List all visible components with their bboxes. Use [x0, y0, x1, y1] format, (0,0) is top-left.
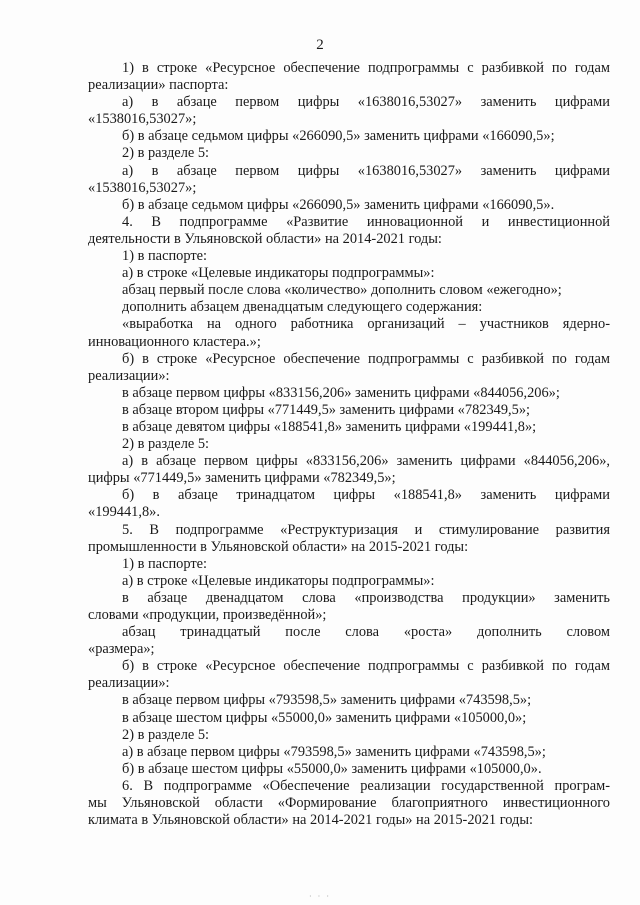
text-line-content: словами «продукции, произведённой»; — [88, 607, 327, 623]
text-line — [88, 334, 610, 351]
text-line — [88, 60, 610, 77]
text-line — [88, 778, 610, 795]
text-line — [88, 453, 610, 470]
text-line-content: а) в строке «Целевые индикаторы подпрограммы»: — [122, 572, 435, 589]
text-line — [88, 573, 610, 590]
text-line-content: 4. В подпрограмме «Развитие инновационной и инвестиционной — [122, 213, 610, 230]
text-line-content: 2) в разделе 5: — [122, 726, 210, 743]
text-line — [88, 316, 610, 333]
text-line-content: 5. В подпрограмме «Реструктуризация и стимулирование развития — [122, 521, 610, 538]
text-line-content: «1538016,53027»; — [88, 179, 197, 196]
text-line-content: абзац тринадцатый после слова «роста» дополнить словом — [122, 624, 610, 641]
text-line — [88, 556, 610, 573]
page-number: 2 — [316, 37, 324, 53]
text-line — [88, 607, 610, 624]
text-line-content: мы Ульяновской области «Формирование благоприятного инвестиционного — [88, 795, 610, 812]
text-line-content: климата в Ульяновской области» на 2014-2021 годы» на 2015-2021 годы: — [88, 812, 534, 829]
text-line — [88, 812, 610, 829]
text-line — [88, 197, 610, 214]
text-line-content: 2) в разделе 5: — [122, 436, 210, 453]
text-line-content: б) в абзаце седьмом цифры «266090,5» заменить цифрами «166090,5». — [122, 196, 555, 213]
text-line — [88, 504, 610, 521]
text-line — [88, 77, 610, 94]
text-line — [88, 163, 610, 180]
text-line-content: промышленности в Ульяновской области» на 2015-2021 годы: — [88, 538, 469, 555]
text-line — [88, 539, 610, 556]
text-line — [88, 180, 610, 197]
text-line — [88, 385, 610, 402]
text-line — [88, 675, 610, 692]
text-line — [88, 590, 610, 607]
text-line — [88, 436, 610, 453]
text-line — [88, 214, 610, 231]
text-line-content: а) в строке «Целевые индикаторы подпрограммы»: — [122, 265, 435, 282]
text-line-content: в абзаце втором цифры «771449,5» заменить цифрами «782349,5»; — [122, 401, 531, 418]
text-line-content: а) в абзаце первом цифры «1638016,53027» заменить цифрами — [122, 162, 610, 179]
text-line-content: «размера»; — [88, 641, 155, 658]
text-line-content: б) в абзаце шестом цифры «55000,0» заменить цифрами «105000,0». — [122, 760, 542, 777]
scan-artifact: · · · — [309, 892, 331, 901]
text-line — [88, 761, 610, 778]
text-line — [88, 487, 610, 504]
text-line-content: б) в абзаце тринадцатом цифры «188541,8» заменить цифрами — [122, 487, 610, 504]
text-line-content: а) в абзаце первом цифры «793598,5» заменить цифрами «743598,5»; — [122, 743, 546, 760]
text-line-content: б) в строке «Ресурсное обеспечение подпрограммы с разбивкой по годам — [122, 350, 610, 367]
text-line — [88, 282, 610, 299]
text-line-content: б) в абзаце седьмом цифры «266090,5» заменить цифрами «166090,5»; — [122, 128, 555, 145]
text-line-content: в абзаце шестом цифры «55000,0» заменить цифрами «105000,0»; — [122, 709, 527, 726]
text-line-content: деятельности в Ульяновской области» на 2014-2021 годы: — [88, 230, 442, 247]
text-line-content: 6. В подпрограмме «Обеспечение реализации государственной програм- — [122, 777, 610, 794]
text-line — [88, 692, 610, 709]
text-line — [88, 402, 610, 419]
text-line-content: цифры «771449,5» заменить цифрами «782349,5»; — [88, 470, 396, 487]
text-line-content: 1) в паспорте: — [122, 555, 208, 572]
text-line — [88, 727, 610, 744]
text-line — [88, 641, 610, 658]
text-line-content: реализации» паспорта: — [88, 77, 229, 94]
text-line-content: 1) в паспорте: — [122, 248, 208, 265]
text-line-content: в абзаце первом цифры «833156,206» заменить цифрами «844056,206»; — [122, 384, 560, 401]
text-line — [88, 419, 610, 436]
text-line-content: б) в строке «Ресурсное обеспечение подпрограммы с разбивкой по годам — [122, 658, 610, 675]
text-line — [88, 368, 610, 385]
text-line — [88, 624, 610, 641]
text-line-content: а) в абзаце первом цифры «1638016,53027» заменить цифрами — [122, 94, 610, 111]
text-line-content: реализации»: — [88, 367, 170, 384]
text-line-content: 1) в строке «Ресурсное обеспечение подпрограммы с разбивкой по годам — [122, 60, 610, 76]
text-line — [88, 94, 610, 111]
text-line — [88, 795, 610, 812]
text-line-content: в абзаце двенадцатом слова «производства продукции» заменить — [122, 589, 610, 606]
text-line-content: а) в абзаце первом цифры «833156,206» заменить цифрами «844056,206», — [122, 453, 610, 470]
text-line — [88, 248, 610, 265]
text-line — [88, 265, 610, 282]
text-line — [88, 145, 610, 162]
text-line-content: абзац первый после слова «количество» дополнить словом «ежегодно»; — [122, 282, 562, 299]
text-line-content: «выработка на одного работника организаций – участников ядерно- — [122, 316, 610, 333]
text-line-content: «1538016,53027»; — [88, 111, 197, 128]
text-line-content: дополнить абзацем двенадцатым следующего содержания: — [122, 299, 483, 316]
text-line-content: в абзаце девятом цифры «188541,8» заменить цифрами «199441,8»; — [122, 418, 537, 435]
text-line — [88, 470, 610, 487]
text-line — [88, 111, 610, 128]
text-line — [88, 744, 610, 761]
text-line — [88, 231, 610, 248]
text-line-content: в абзаце первом цифры «793598,5» заменить цифрами «743598,5»; — [122, 692, 532, 709]
text-line-content: «199441,8». — [88, 504, 160, 521]
document-body — [88, 60, 610, 829]
text-line — [88, 351, 610, 368]
text-line — [88, 710, 610, 727]
text-line — [88, 299, 610, 316]
text-line — [88, 658, 610, 675]
text-line-content: 2) в разделе 5: — [122, 145, 210, 162]
text-line — [88, 522, 610, 539]
text-line-content: реализации»: — [88, 675, 170, 692]
text-line — [88, 128, 610, 145]
text-line-content: инновационного кластера.»; — [88, 333, 261, 350]
